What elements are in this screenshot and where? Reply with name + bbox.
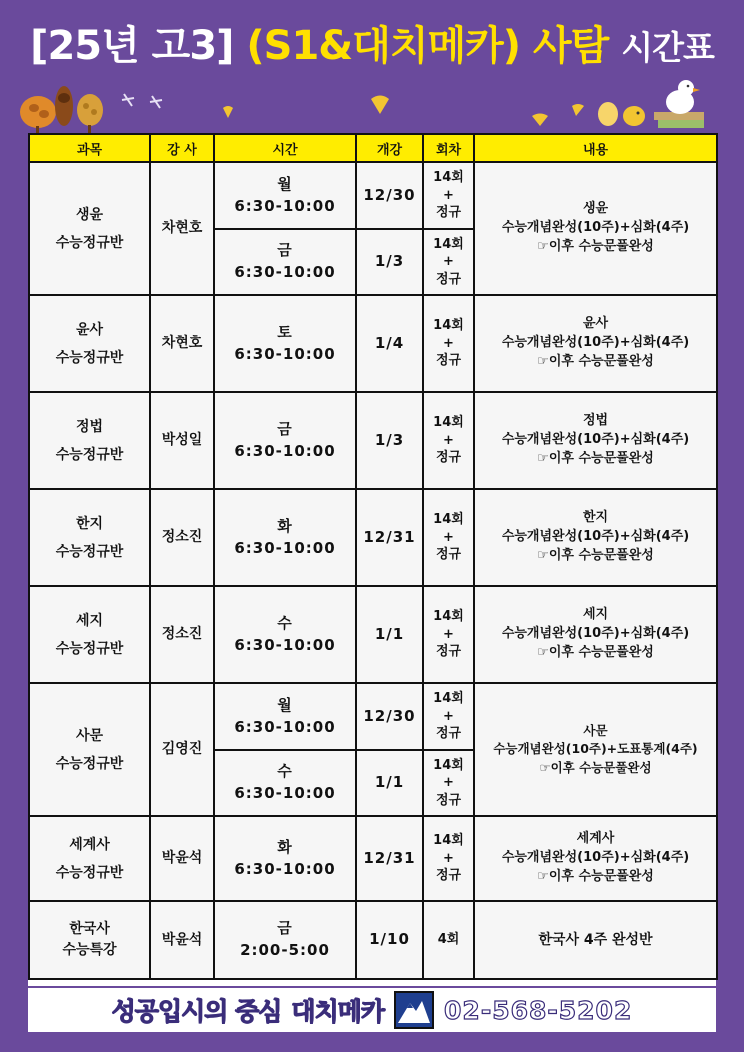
content-line: 수능개념완성(10주)+심화(4주) [501, 432, 690, 448]
count-line: + [443, 254, 454, 270]
count-line: 정규 [435, 547, 462, 563]
content-line: ☞이후 수능문풀완성 [539, 759, 652, 775]
table-row [29, 162, 717, 229]
content-line: ☞이후 수능문풀완성 [537, 353, 654, 369]
count-line: 14회 [433, 691, 464, 707]
duck-icon [650, 78, 710, 132]
count-line: 14회 [433, 415, 464, 431]
day-label: 월 [277, 174, 293, 193]
header-time: 시간 [214, 134, 356, 162]
content-line: ☞이후 수능문풀완성 [537, 644, 654, 660]
start-cell: 12/31 [356, 816, 423, 901]
subject-cell [29, 901, 150, 979]
header-subject: 과목 [29, 134, 150, 162]
time-label: 6:30-10:00 [234, 344, 336, 363]
content-line: 사문 [583, 723, 608, 739]
count-cell [423, 295, 474, 392]
table-row [29, 586, 717, 683]
day-label: 금 [277, 919, 293, 938]
day-label: 토 [277, 322, 293, 341]
dragonfly-icon [118, 90, 168, 114]
count-line: 14회 [433, 170, 464, 186]
day-label: 금 [277, 241, 293, 260]
count-line: 정규 [435, 353, 462, 369]
count-cell [423, 750, 474, 816]
subject-name: 사문 [75, 727, 104, 744]
title-year: [25년 고3] [30, 23, 234, 69]
subject-cell [29, 586, 150, 683]
count-line: + [443, 529, 454, 545]
content-line: ☞이후 수능문풀완성 [537, 547, 654, 563]
start-cell: 1/3 [356, 392, 423, 489]
content-line: 수능개념완성(10주)+심화(4주) [501, 335, 690, 351]
header-teacher: 강 사 [150, 134, 214, 162]
subject-cell [29, 392, 150, 489]
count-cell [423, 683, 474, 750]
time-cell [214, 750, 356, 816]
content-cell [474, 816, 717, 901]
count-line: + [443, 708, 454, 724]
count-cell [423, 229, 474, 295]
start-cell: 1/4 [356, 295, 423, 392]
teacher-cell: 박윤석 [150, 901, 214, 979]
time-label: 6:30-10:00 [234, 784, 336, 802]
subject-name: 생윤 [75, 206, 104, 223]
count-line: 4회 [437, 932, 460, 948]
pinecone-icon [10, 82, 120, 134]
table-row [29, 392, 717, 489]
subject-class: 수능정규반 [55, 446, 124, 463]
content-line: 윤사 [582, 316, 609, 332]
footer-slogan: 성공입시의 중심 [111, 997, 282, 1026]
subject-class: 수능정규반 [55, 755, 124, 772]
content-line: 한지 [582, 510, 609, 526]
time-label: 6:30-10:00 [234, 441, 336, 460]
footer-brand: 대치메카 [291, 997, 385, 1026]
content-cell [474, 901, 717, 979]
subject-cell [29, 683, 150, 816]
subject-class: 수능정규반 [55, 349, 124, 366]
time-label: 6:30-10:00 [234, 635, 336, 654]
day-label: 화 [277, 516, 293, 535]
time-cell [214, 901, 356, 979]
start-cell: 12/31 [356, 489, 423, 586]
subject-class: 수능정규반 [55, 234, 124, 251]
time-cell [214, 295, 356, 392]
content-line: ☞이후 수능문풀완성 [537, 238, 654, 254]
title-academy: (S1&대치메카) [246, 23, 521, 69]
time-label: 6:30-10:00 [234, 717, 336, 736]
count-cell [423, 901, 474, 979]
count-line: 정규 [435, 271, 462, 287]
time-cell [214, 392, 356, 489]
content-cell [474, 392, 717, 489]
count-line: + [443, 432, 454, 448]
content-line: 정법 [582, 413, 609, 429]
subject-cell [29, 489, 150, 586]
day-label: 수 [277, 613, 293, 632]
table-row [29, 901, 717, 979]
footer-banner [28, 988, 716, 1032]
count-line: 14회 [433, 833, 464, 849]
content-cell [474, 295, 717, 392]
subject-class: 수능정규반 [55, 864, 124, 881]
day-label: 금 [277, 419, 293, 438]
start-cell: 1/1 [356, 750, 423, 816]
content-line: 한국사 4주 완성반 [538, 931, 653, 948]
teacher-cell: 박성일 [150, 392, 214, 489]
count-cell [423, 489, 474, 586]
subject-class: 수능정규반 [55, 640, 124, 657]
subject-class: 수능정규반 [55, 543, 124, 560]
content-line: 세계사 [576, 831, 615, 847]
teacher-cell: 차현호 [150, 162, 214, 295]
count-line: + [443, 335, 454, 351]
count-cell [423, 162, 474, 229]
count-line: + [443, 775, 454, 791]
table-row [29, 683, 717, 750]
count-line: 14회 [433, 512, 464, 528]
content-line: 수능개념완성(10주)+심화(4주) [501, 626, 690, 642]
subject-name: 정법 [75, 418, 104, 435]
mountain-logo-icon [394, 991, 434, 1029]
footer-phone[interactable]: 02-568-5202 [444, 995, 633, 1025]
day-label: 수 [277, 762, 293, 781]
timetable [28, 133, 716, 986]
teacher-cell: 차현호 [150, 295, 214, 392]
subject-class: 수능특강 [62, 942, 117, 958]
header-count: 회차 [423, 134, 474, 162]
table-header-row [29, 134, 717, 162]
table-row [29, 295, 717, 392]
count-line: 14회 [433, 236, 464, 252]
teacher-cell: 정소진 [150, 586, 214, 683]
time-cell [214, 586, 356, 683]
timetable-grid [28, 133, 718, 980]
start-cell: 1/10 [356, 901, 423, 979]
start-cell: 12/30 [356, 162, 423, 229]
content-cell [474, 683, 717, 816]
count-cell [423, 392, 474, 489]
count-line: 14회 [433, 757, 464, 773]
chick-icon [570, 94, 660, 130]
content-line: ☞이후 수능문풀완성 [537, 868, 654, 884]
count-line: 정규 [435, 792, 462, 808]
header-start: 개강 [356, 134, 423, 162]
count-line: 정규 [435, 644, 462, 660]
time-label: 6:30-10:00 [234, 538, 336, 557]
content-line: 수능개념완성(10주)+심화(4주) [501, 529, 690, 545]
ginkgo-leaf-icon [530, 112, 550, 128]
time-cell [214, 229, 356, 295]
content-line: 수능개념완성(10주)+심화(4주) [501, 220, 690, 236]
count-line: 정규 [435, 205, 462, 221]
count-line: + [443, 626, 454, 642]
teacher-cell: 박윤석 [150, 816, 214, 901]
subject-name: 세계사 [69, 836, 110, 853]
content-line: 생윤 [582, 201, 609, 217]
count-line: 14회 [433, 609, 464, 625]
title-timetable: 시간표 [621, 28, 714, 67]
time-cell [214, 162, 356, 229]
subject-cell [29, 816, 150, 901]
subject-name: 윤사 [75, 321, 104, 338]
subject-cell [29, 295, 150, 392]
content-cell [474, 489, 717, 586]
count-line: + [443, 187, 454, 203]
count-line: + [443, 850, 454, 866]
teacher-cell: 정소진 [150, 489, 214, 586]
table-row [29, 816, 717, 901]
content-line: ☞이후 수능문풀완성 [537, 450, 654, 466]
title-subject: 사탐 [532, 23, 609, 69]
count-line: 정규 [435, 726, 462, 742]
table-row [29, 489, 717, 586]
content-line: 수능개념완성(10주)+도표통계(4주) [493, 741, 698, 757]
content-line: 수능개념완성(10주)+심화(4주) [501, 850, 690, 866]
content-cell [474, 586, 717, 683]
time-cell [214, 816, 356, 901]
count-cell [423, 816, 474, 901]
content-line: 세지 [582, 607, 609, 623]
content-cell [474, 162, 717, 295]
count-line: 14회 [433, 318, 464, 334]
header-content: 내용 [474, 134, 717, 162]
count-cell [423, 586, 474, 683]
time-label: 6:30-10:00 [234, 196, 336, 215]
subject-name: 한국사 [69, 921, 110, 937]
ginkgo-leaf-icon [368, 94, 392, 116]
teacher-cell: 김영진 [150, 683, 214, 816]
subject-name: 한지 [75, 515, 104, 532]
start-cell: 1/3 [356, 229, 423, 295]
time-cell [214, 489, 356, 586]
start-cell: 12/30 [356, 683, 423, 750]
time-label: 6:30-10:00 [234, 859, 336, 878]
count-line: 정규 [435, 450, 462, 466]
count-line: 정규 [435, 868, 462, 884]
time-cell [214, 683, 356, 750]
subject-cell [29, 162, 150, 295]
day-label: 월 [277, 695, 293, 714]
subject-name: 세지 [75, 612, 104, 629]
day-label: 화 [277, 837, 293, 856]
start-cell: 1/1 [356, 586, 423, 683]
time-label: 6:30-10:00 [234, 263, 336, 281]
page-title [0, 14, 744, 71]
time-label: 2:00-5:00 [240, 941, 330, 959]
ginkgo-leaf-icon [220, 104, 236, 120]
